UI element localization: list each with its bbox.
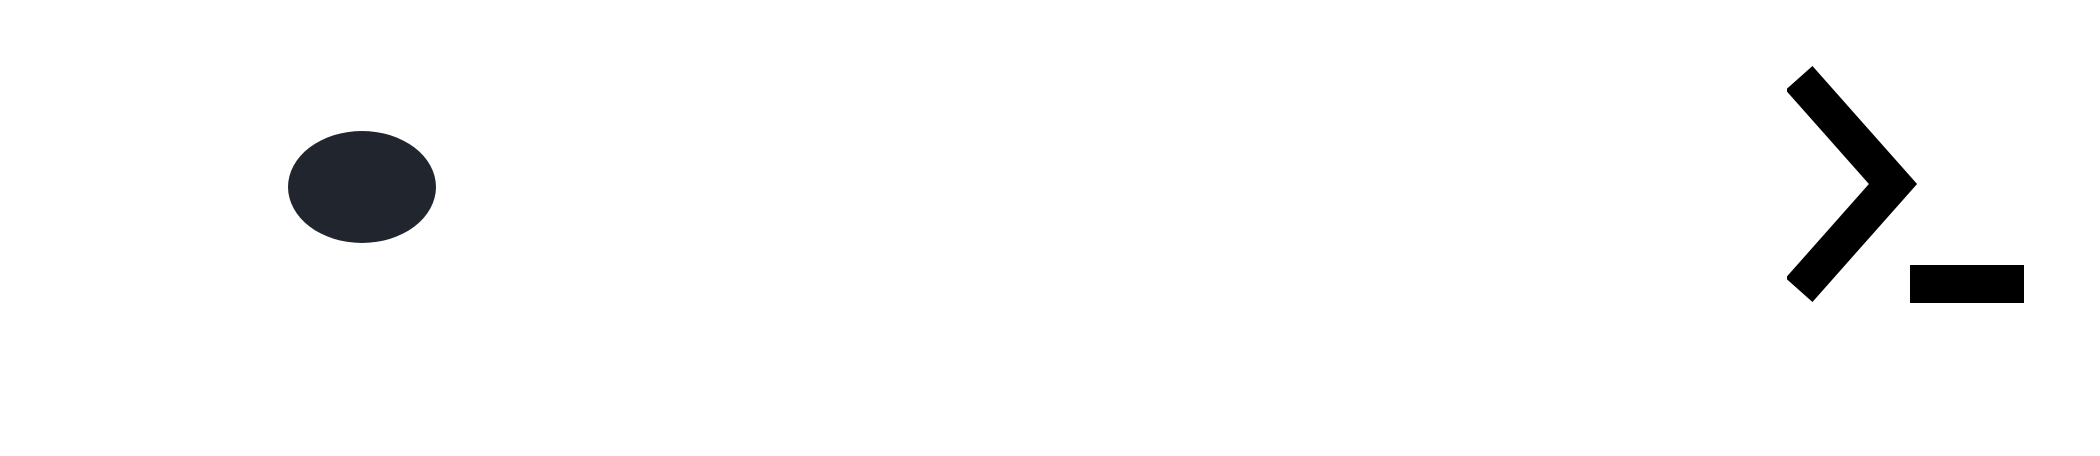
terminal-prompt-icon: [1787, 66, 2027, 306]
dot-icon: [288, 131, 436, 243]
